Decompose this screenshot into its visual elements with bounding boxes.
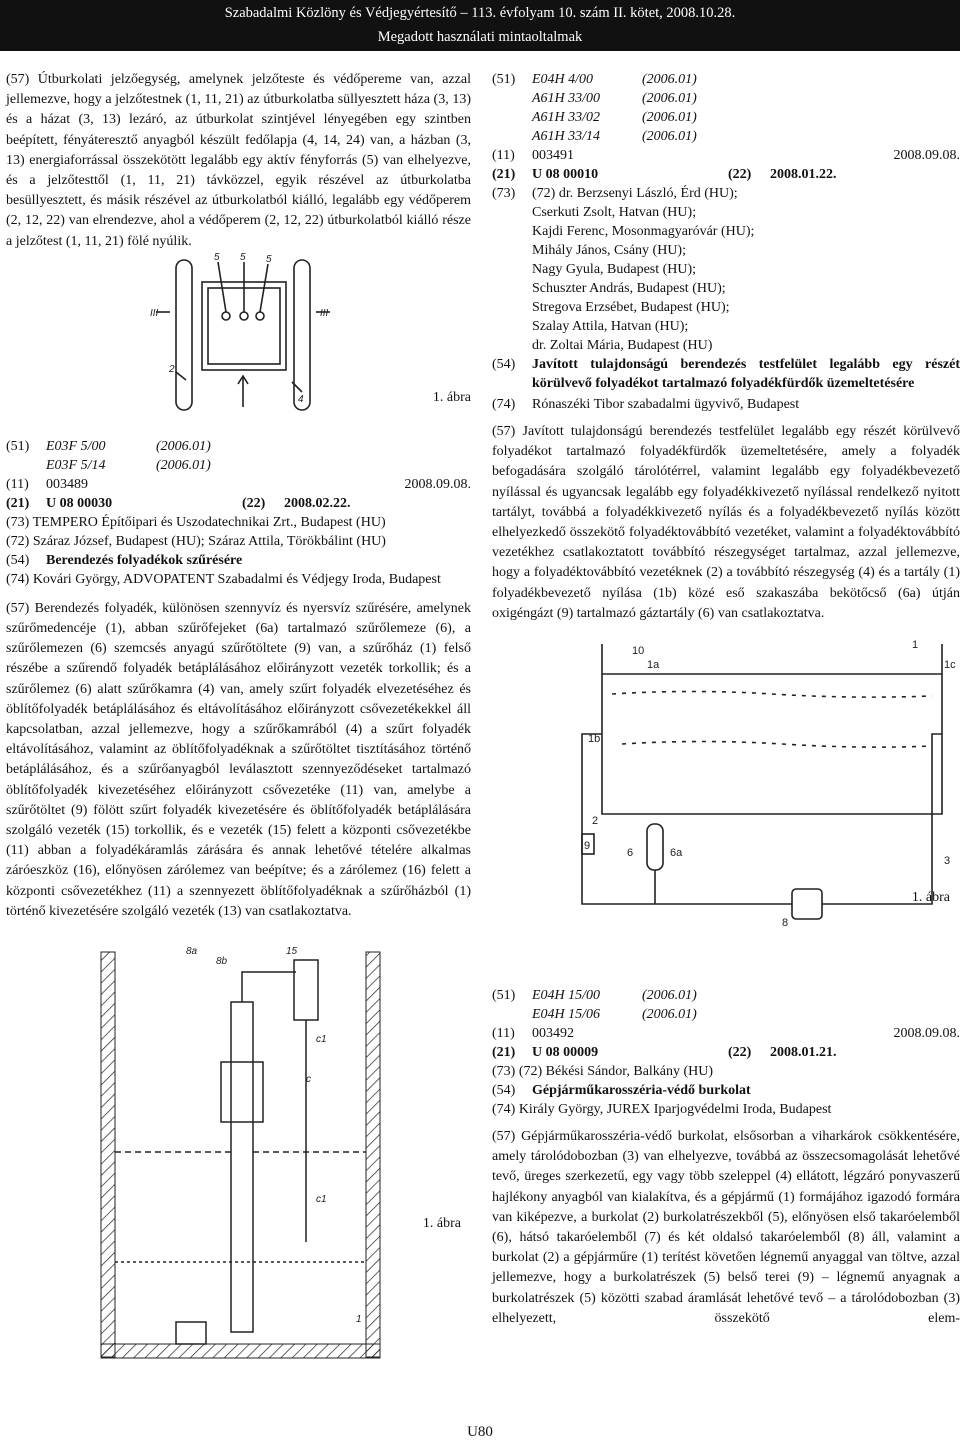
ipc-row: (51) E04H 15/00 (2006.01): [492, 988, 697, 1004]
application-row: (21) U 08 00030 (22) 2008.02.22.: [6, 495, 351, 511]
utility-model-title: Javított tulajdonságú berendezés testfelület legalább egy részét körülvevő folyadékot tartalmazó folyadékfürdők üzemeltetésére: [532, 357, 960, 391]
abstract-57: (57) Berendezés folyadék, különösen szennyvíz és nyersvíz szűrésére, amelynek szűrőmedencéje (1), abban szűrőfejeket (6a) tartalmazó szűrőlemeze (6), a szűrőlemezen (6) szemcsés anyagú szűrőtöltete (9) van, a szűrőház (1) felső részébe a szűrendő folyadék betáplálásához előirányzott vezeték torkollik; és a szűrőlemez (6) alatt szűrőkamra (4) van, amely szűrt folyadék elvezetéséhez és öblítőfolyadék betáplálásához és eltávolításához előirányzott csővezetékekkel áll kapcsolatban, azzal jellemezve, hogy a szűrőkamrából (4) a szűrt folyadék eltávolításához, valamint az öblítőfolyadéknak a szűrőtöltet tisztításához történő betáplálásához, és a szűrőanyagból leválasztott szennyeződéseket tartalmazó öblítőfolyadék kivezetéséhez előirányzott csővezetéke (11) van, amelybe a szűrőtöltet (9) fölött szűrt folyadék kivezetésére és öblítőfolyadék betáplálására szolgáló vezeték (15) torkollik, és e vezeték (15) felett a központi csővezetékbe (11) abban a folyadékáramlás zárására és annak lehetővé tételére alkalmas záróeszköz (16), előnyösen zárólemez van beépítve; és a zárólemez (16) felett a központi csővezetékhez (11) a szennyezett öblítőfolyadéknak a szűrőházból (1) történő kivezetésére szolgáló vezeték (13) van csatlakoztatva.: [6, 600, 471, 919]
ipc-row: [492, 89, 960, 108]
inventor-name: Nagy Gyula, Budapest (HU);: [532, 262, 697, 277]
attorney-row: (74) Király György, JUREX Iparjogvédelmi Iroda, Budapest: [492, 1102, 832, 1118]
figure-mark: 2: [592, 815, 599, 828]
ipc-row: [6, 456, 471, 475]
figure-caption: 1. ábra: [422, 1216, 461, 1232]
ipc-date: (2006.01): [642, 91, 697, 106]
figure-caption: 1. ábra: [911, 890, 950, 906]
ipc-code: A61H 33/00: [532, 91, 601, 106]
owner-row: (73) (72) dr. Berzsenyi László, Érd (HU);: [492, 186, 738, 201]
figure-mark: 4: [298, 393, 304, 405]
utility-model-title: Berendezés folyadékok szűrésére: [46, 552, 243, 568]
ipc-code: E04H 15/00: [532, 988, 601, 1004]
figure-mark: 8a: [186, 946, 198, 958]
left-column: [6, 70, 471, 1382]
page-number: U80: [467, 1424, 493, 1440]
reg-number: 003491: [532, 148, 574, 163]
reg-date: 2008.09.08.: [404, 476, 471, 492]
application-number: U 08 00009: [532, 1045, 599, 1061]
filing-date: 2008.01.21.: [770, 1045, 837, 1061]
reg-number-row: (11) 003489 2008.09.08.: [6, 476, 471, 492]
abstract-57: (57) Javított tulajdonságú berendezés testfelület legalább egy részét körülvevő folyadékot tartalmazó folyadékfürdők üzemeltetésére, amely a folyadék befogadására szolgáló tárolótérrel, valamint legalább egy folyadékbevezető nyílással és ugyancsak legalább egy folyadékkivezető nyílással rendelkező nyitott tartályt, továbbá a folyadékkivezető nyílás és a folyadékbevezető nyílás között elhelyezkedő összekötő folyadéktovábbító vezetéket, valamint a folyadéktovábbító vezetékhez csatlakoztatott továbbító részegységet tartalmaz, azzal jellemezve, hogy a folyadéktovábbító vezetéknek (2) a továbbító részegység (4) és a tartály (1) folyadékbevezető nyílása (1b) közé eső szakaszába bekötőcső (6a) útján oxigéngázt (9) tartalmazó gáztartály (6) van csatlakoztatva.: [492, 424, 960, 621]
ipc-date: (2006.01): [642, 1007, 697, 1023]
title-row: (54) Berendezés folyadékok szűrésére: [6, 552, 243, 568]
figure-mark: 5: [214, 251, 220, 263]
title-row: (54) Gépjárműkarosszéria-védő burkolat: [492, 1083, 751, 1099]
right-column: [492, 70, 960, 1329]
figure-mark: 1b: [588, 733, 601, 746]
attorney-row: (74) Rónaszéki Tibor szabadalmi ügyvivő, Budapest: [492, 397, 800, 412]
inventor-name: Kajdi Ferenc, Mosonmagyaróvár (HU);: [532, 224, 755, 239]
application-row: (21) U 08 00009 (22) 2008.01.21.: [492, 1045, 837, 1061]
figure-mark: 5: [240, 251, 246, 263]
ipc-date: (2006.01): [642, 129, 697, 144]
title-row: (54) Javított tulajdonságú berendezés testfelület legalább egy részét körülvevő folyadékot tartalmazó folyadékfürdők üzemeltetésére: [492, 357, 960, 391]
ipc-row: [492, 108, 960, 127]
owner-row: (73) TEMPERO Építőipari és Uszodatechnikai Zrt., Budapest (HU): [6, 514, 386, 530]
figure-mark: 3: [944, 855, 951, 868]
reg-date: 2008.09.08.: [893, 148, 960, 163]
ipc-code: A61H 33/14: [532, 129, 601, 144]
inventor-name: Szalay Attila, Hatvan (HU);: [532, 319, 689, 334]
inventor-name: Cserkuti Zsolt, Hatvan (HU);: [532, 205, 697, 220]
application-number: U 08 00030: [46, 495, 113, 511]
section-title: Megadott használati mintaoltalmak: [377, 29, 583, 45]
reg-number-row: (11) 003492 2008.09.08.: [492, 1026, 960, 1042]
application-row: (21) U 08 00010 (22) 2008.01.22.: [492, 167, 837, 182]
ipc-date: (2006.01): [642, 72, 697, 87]
inventor-name: Mihály János, Csány (HU);: [532, 243, 686, 258]
ipc-date: (2006.01): [642, 110, 697, 125]
figure-mark: 6: [627, 847, 634, 860]
figure-mark: 1: [912, 639, 919, 652]
figure-mark: 8: [782, 917, 789, 930]
inventor-row: (72) Száraz József, Budapest (HU); Száraz Attila, Törökbálint (HU): [6, 533, 386, 549]
ipc-date: (2006.01): [156, 457, 211, 473]
reg-date: 2008.09.08.: [893, 1026, 960, 1042]
attorney-row: (74) Kovári György, ADVOPATENT Szabadalmi és Védjegy Iroda, Budapest: [6, 571, 441, 587]
filter-figure: [6, 942, 471, 1382]
figure-mark: c1: [316, 1194, 327, 1206]
figure-mark: 2: [169, 363, 175, 375]
filter-drawing: [6, 942, 471, 1362]
reg-number-row: (11) 003491 2008.09.08.: [492, 148, 960, 163]
utility-model-title: Gépjárműkarosszéria-védő burkolat: [532, 1083, 751, 1099]
abstract-57: (57) Gépjárműkarosszéria-védő burkolat, elsősorban a viharkárok csökkentésére, amely tárolódobozban (3) van elhelyezve, továbbá az összecsomagolását lehetővé tevő, üreges szerkezetű, egy vagy több szeleppel (4) ellátott, légzáró ponyvaszerű hajlékony anyagból van kialakítva, és a gépjármű (1) formájához igazodó formára van kiképezve, a burkolat (2) burkolatrészekből (5), előnyösen első takaróelemből (6), hátsó takaróelemből (7) és két oldalsó takaróelemből (8) áll, valamint a burkolat (2) a gépjárműre (1) terítést követően légnemű anyaggal van töltve, azzal jellemezve, hogy a burkolatrészek (5) belső terei (9) – légnemű anyagnak a burkolatrészek (5) közötti szabad áramlását lehetővé tevő – a tárolódobozban (3) elhelyezett, összekötő elem-: [492, 1129, 960, 1326]
abstract-57: (57) Útburkolati jelzőegység, amelynek jelzőteste és védőpereme van, azzal jellemezve, hogy a jelzőtestnek (1, 11, 21) az útburkolatba süllyesztett háza (3, 13) és a házat (3, 13) lezáró, az útburkolat szintjével lényegében egy szintben beépített, fényáteresztő anyagból készült fedőlapja (4, 14, 24) van, a házban (3, 13) energiaforrással összekötött legalább egy aktív fényforrás (5) van elhelyezve, és a jelzőtesttől (1, 11, 21) távközzel, egyik részével az útburkolatba besüllyesztett, és másik részével az útburkolatból kiálló, legalább egy védőperem (2, 12, 22) van elrendezve, ahol a védőperem (2, 12, 22) útburkolatból kiálló része a jelzőtest (1, 11, 21) fölé nyúlik.: [6, 72, 471, 249]
figure-mark: 1a: [647, 659, 660, 672]
ipc-row: (51) E04H 4/00 (2006.01): [492, 72, 697, 87]
ipc-date: (2006.01): [642, 988, 697, 1004]
filing-date: 2008.02.22.: [284, 495, 351, 511]
journal-title: Szabadalmi Közlöny és Védjegyértesítő – 113. évfolyam 10. szám II. kötet, 2008.10.28.: [224, 5, 736, 21]
figure-mark: 15: [286, 946, 298, 958]
ipc-code: E03F 5/00: [46, 438, 106, 454]
figure-mark: 5: [266, 253, 272, 265]
bath-figure: [492, 634, 960, 934]
figure-mark: 6a: [670, 847, 683, 860]
filing-date: 2008.01.22.: [770, 167, 837, 182]
bath-drawing: [492, 634, 960, 934]
ipc-row: [492, 127, 960, 146]
figure-mark: c: [306, 1074, 311, 1086]
reg-number: 003492: [532, 1026, 574, 1042]
figure-mark: c1: [316, 1034, 327, 1046]
inventor-name: Stregova Erzsébet, Budapest (HU);: [532, 300, 730, 315]
ipc-row: [492, 1005, 960, 1024]
inventor-name: Schuszter András, Budapest (HU);: [532, 281, 726, 296]
ipc-code: A61H 33/02: [532, 110, 601, 125]
application-number: U 08 00010: [532, 167, 599, 182]
ipc-row: (51) E03F 5/00 (2006.01): [6, 438, 211, 454]
figure-caption: 1. ábra: [432, 389, 471, 405]
inventor-name: dr. Zoltai Mária, Budapest (HU): [532, 338, 713, 353]
figure-mark: III: [320, 307, 329, 319]
reg-number: 003489: [46, 476, 88, 492]
figure-mark: 10: [632, 645, 645, 658]
road-marker-drawing: [6, 252, 471, 417]
ipc-code: E03F 5/14: [46, 457, 106, 473]
journal-header: [0, 0, 960, 51]
ipc-code: E04H 15/06: [532, 1007, 601, 1023]
ipc-code: E04H 4/00: [532, 72, 594, 87]
figure-mark: 1c: [944, 659, 956, 672]
figure-mark: 1: [356, 1314, 362, 1326]
owner-row: (73) (72) Békési Sándor, Balkány (HU): [492, 1064, 714, 1080]
figure-mark: III: [150, 307, 159, 319]
figure-mark: 8b: [216, 956, 228, 968]
road-marker-figure: [6, 252, 471, 417]
figure-mark: 9: [584, 840, 591, 853]
ipc-date: (2006.01): [156, 438, 211, 454]
